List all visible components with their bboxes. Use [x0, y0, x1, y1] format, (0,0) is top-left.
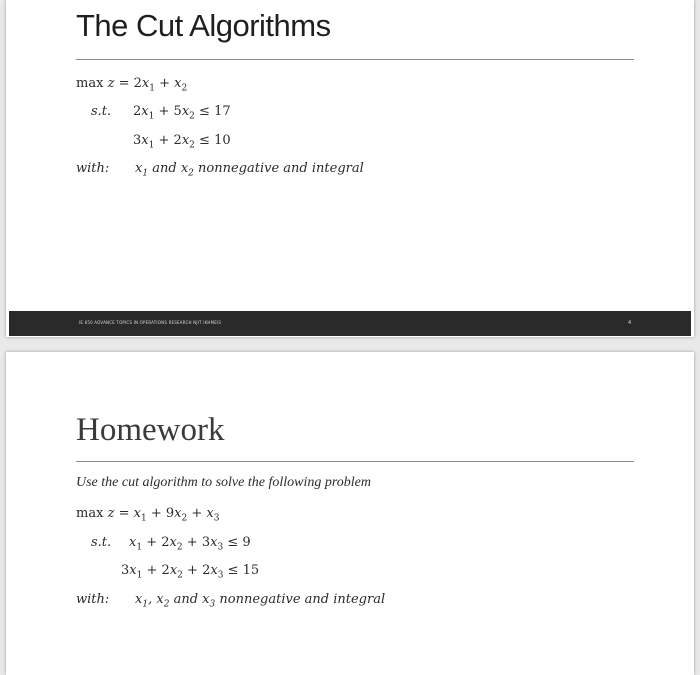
title-divider	[76, 461, 634, 462]
title-divider	[76, 59, 634, 60]
objective-function: $\max z = x_1 + 9x_2 + x_3$	[76, 506, 220, 524]
footer-text: IE 650 ADVANCE TOPICS IN OPERATIONS RESEARCH NJIT IKHMEIS	[79, 320, 222, 325]
with-label: with:	[76, 161, 110, 176]
slide-footer	[9, 311, 691, 336]
page-number: 4	[628, 320, 632, 326]
constraint-2: $3x_1 + 2x_2 + 2x_3 \le 15$	[121, 563, 260, 581]
objective-function: $\max z = 2x_1 + x_2$	[76, 76, 188, 94]
slide-cut-algorithms	[6, 0, 694, 337]
with-conditions: $x_1$, $x_2$ and $x_3$ nonnegative and integral	[135, 592, 386, 610]
constraint-1: $2x_1 + 5x_2 \le 17$	[133, 104, 231, 122]
with-label: with:	[76, 592, 110, 607]
slide-homework	[6, 352, 694, 675]
constraint-2: $3x_1 + 2x_2 \le 10$	[133, 133, 231, 151]
slide-title: Homework	[76, 412, 225, 448]
st-label: s.t.	[91, 104, 112, 119]
with-conditions: $x_1$ and $x_2$ nonnegative and integral	[135, 161, 364, 179]
instruction-text: Use the cut algorithm to solve the following problem	[76, 475, 372, 490]
st-label: s.t.	[91, 535, 112, 550]
constraint-1: $x_1 + 2x_2 + 3x_3 \le 9$	[129, 535, 251, 553]
slide-title: The Cut Algorithms	[76, 8, 331, 43]
